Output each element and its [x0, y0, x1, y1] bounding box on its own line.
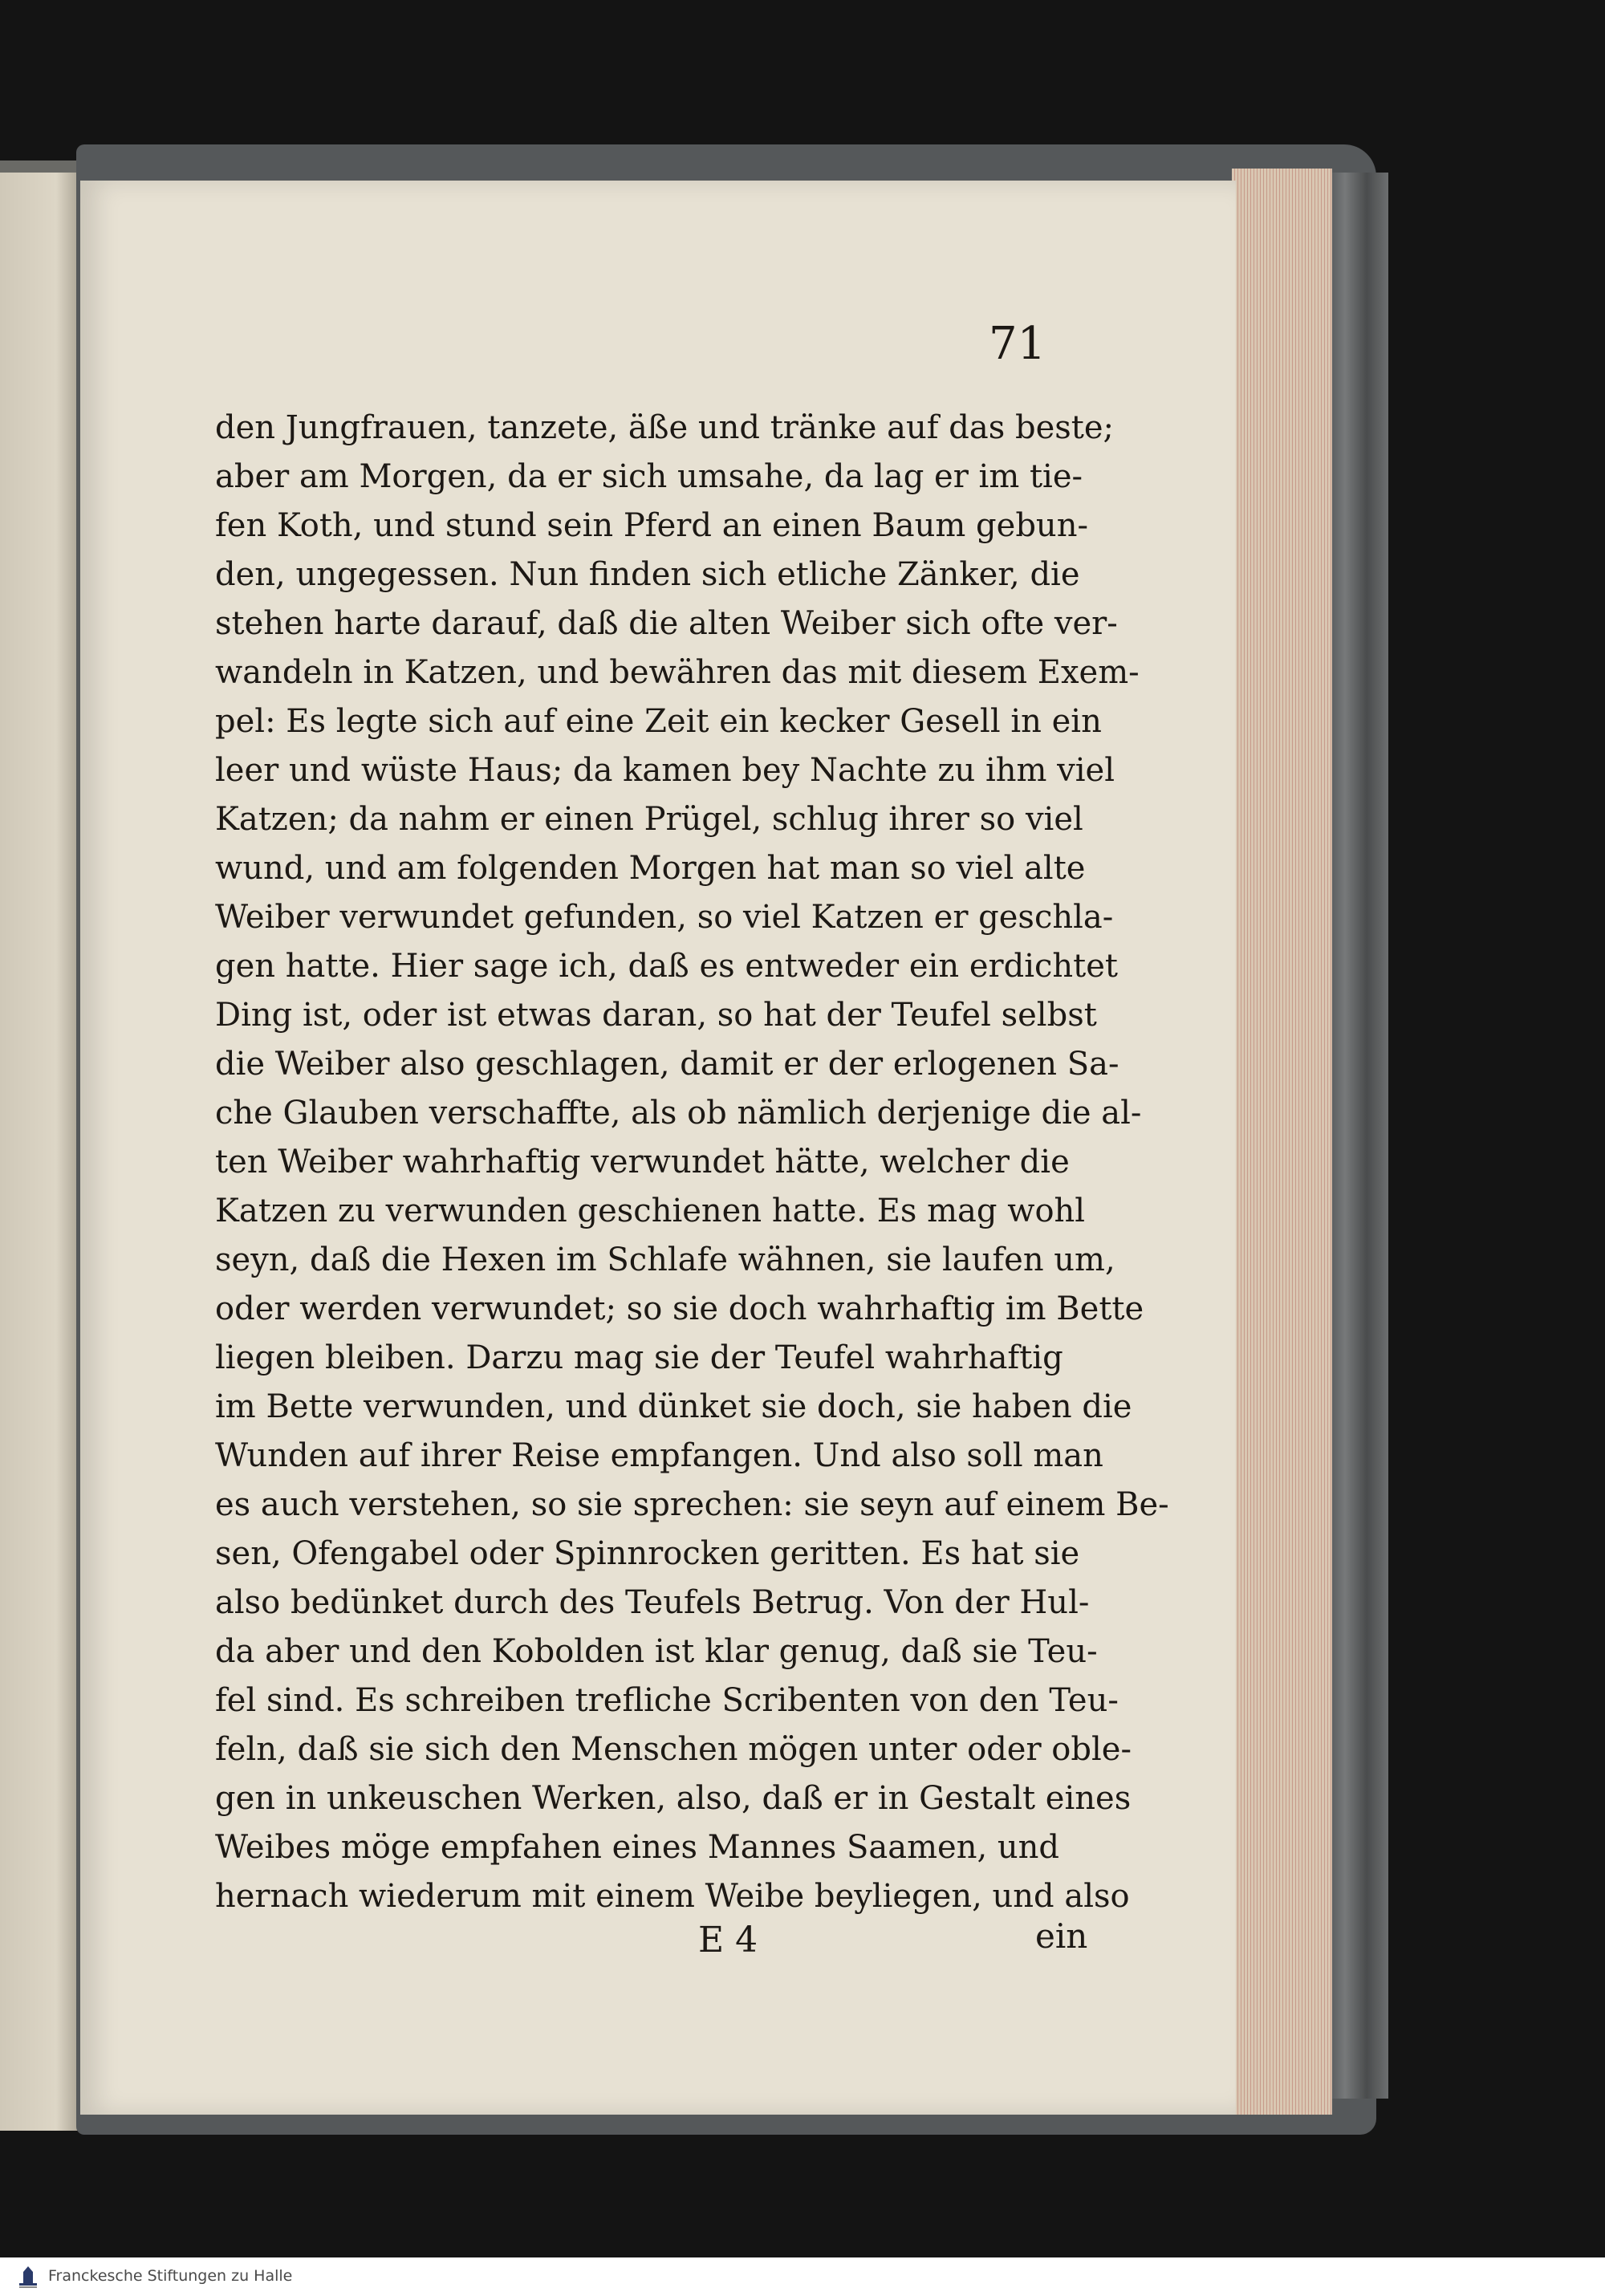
text-line: gen hatte. Hier sage ich, daß es entweder ein erdichtet	[215, 948, 1118, 985]
text-line: da aber und den Kobolden ist klar genug, daß sie Teu-	[215, 1633, 1098, 1670]
text-line: seyn, daß die Hexen im Schlafe wähnen, sie laufen um,	[215, 1241, 1115, 1278]
text-line: Wunden auf ihrer Reise empfangen. Und also soll man	[215, 1437, 1103, 1474]
text-line: wund, und am folgenden Morgen hat man so viel alte	[215, 850, 1086, 887]
text-line: fen Koth, und stund sein Pferd an einen Baum gebun-	[215, 507, 1088, 544]
text-line: die Weiber also geschlagen, damit er der erlogenen Sa-	[215, 1046, 1119, 1083]
text-line: sen, Ofengabel oder Spinnrocken geritten. Es hat sie	[215, 1535, 1080, 1572]
text-line: fel sind. Es schreiben trefliche Scribenten von den Teu-	[215, 1682, 1119, 1719]
text-line: im Bette verwunden, und dünket sie doch, sie haben die	[215, 1388, 1132, 1425]
page-edges	[1232, 169, 1332, 2115]
text-line: liegen bleiben. Darzu mag sie der Teufel wahrhaftig	[215, 1339, 1063, 1376]
text-line: wandeln in Katzen, und bewähren das mit diesem Exem-	[215, 654, 1140, 691]
text-line: Katzen; da nahm er einen Prügel, schlug ihrer so viel	[215, 801, 1083, 838]
footer-bar	[0, 2257, 1605, 2296]
text-line: stehen harte darauf, daß die alten Weiber sich ofte ver-	[215, 605, 1118, 642]
text-line: den Jungfrauen, tanzete, äße und tränke auf das beste;	[215, 409, 1114, 446]
page-number: 71	[989, 318, 1046, 370]
text-line: also bedünket durch des Teufels Betrug. Von der Hul-	[215, 1584, 1090, 1621]
text-line: ten Weiber wahrhaftig verwundet hätte, welcher die	[215, 1144, 1070, 1181]
text-line: oder werden verwundet; so sie doch wahrhaftig im Bette	[215, 1290, 1144, 1327]
text-line: Weiber verwundet gefunden, so viel Katzen er geschla-	[215, 899, 1114, 936]
text-line: che Glauben verschaffte, als ob nämlich derjenige die al-	[215, 1095, 1142, 1132]
catchword: ein	[1035, 1916, 1088, 1956]
text-line: Ding ist, oder ist etwas daran, so hat der Teufel selbst	[215, 997, 1097, 1034]
text-line: pel: Es legte sich auf eine Zeit ein kecker Gesell in ein	[215, 703, 1102, 740]
text-line: leer und wüste Haus; da kamen bey Nachte zu ihm viel	[215, 752, 1115, 789]
text-line: es auch verstehen, so sie sprechen: sie seyn auf einem Be-	[215, 1486, 1169, 1523]
text-line: feln, daß sie sich den Menschen mögen unter oder oble-	[215, 1731, 1132, 1768]
institution-logo-icon	[14, 2264, 42, 2291]
text-line: den, ungegessen. Nun finden sich etliche Zänker, die	[215, 556, 1080, 593]
text-line: gen in unkeuschen Werken, also, daß er in Gestalt eines	[215, 1780, 1132, 1817]
text-line: aber am Morgen, da er sich umsahe, da lag er im tie-	[215, 458, 1083, 495]
text-line: Weibes möge empfahen eines Mannes Saamen, und	[215, 1829, 1060, 1866]
institution-name: Franckesche Stiftungen zu Halle	[48, 2267, 293, 2285]
text-line: hernach wiederum mit einem Weibe beyliegen, und also	[215, 1878, 1130, 1915]
signature-mark: E 4	[698, 1920, 758, 1961]
left-page	[0, 173, 80, 2131]
text-line: Katzen zu verwunden geschienen hatte. Es mag wohl	[215, 1193, 1086, 1229]
